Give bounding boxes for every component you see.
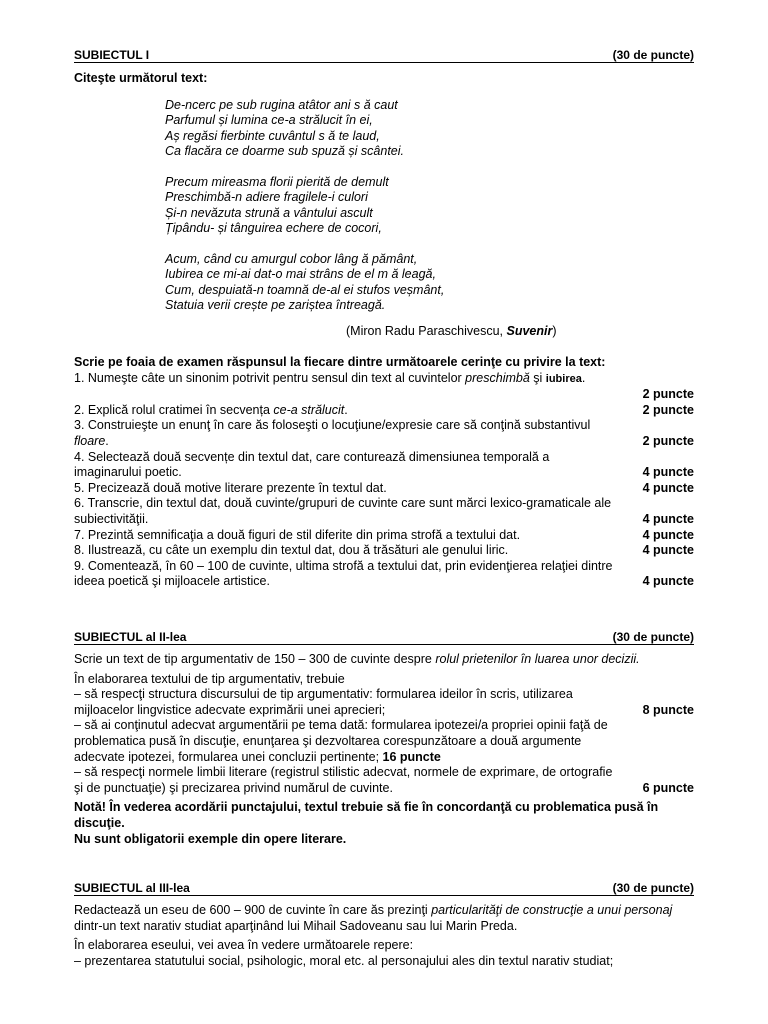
question-4-points: 4 puncte bbox=[642, 465, 694, 480]
poem bbox=[165, 98, 444, 329]
question-1-word-2: iubirea bbox=[545, 372, 582, 385]
section-3-body bbox=[74, 903, 696, 969]
question-1-conjunction: şi bbox=[529, 370, 546, 385]
question-7 bbox=[74, 528, 696, 544]
question-2 bbox=[74, 403, 696, 419]
question-6-points: 4 puncte bbox=[642, 511, 694, 526]
question-9-text: 9. Comentează, în 60 – 100 de cuvinte, ultima strofă a textului dat, prin evidenţierea relaţiei dintre bbox=[74, 558, 613, 573]
author-name: (Miron Radu Paraschivescu, bbox=[346, 324, 507, 338]
poem-line: Ca flacăra ce doarme sub spuză și scântei. bbox=[165, 144, 405, 159]
criterion-3-text: – să respecţi normele limbii literare (registrul stilistic adecvat, normele de exprimare, de ortografie bbox=[74, 765, 613, 780]
question-3-word: floare bbox=[74, 433, 106, 448]
criterion-3-text-cont: şi de punctuaţie) şi precizarea privind numărul de cuvinte. bbox=[74, 780, 393, 795]
poem-line: Statuia verii crește pe zariștea întreagă. bbox=[165, 298, 386, 313]
poem-line: Parfumul și lumina ce-a strălucit în ei, bbox=[165, 113, 373, 128]
question-3 bbox=[74, 418, 696, 449]
poem-line: Acum, când cu amurgul cobor lâng ă pământ, bbox=[165, 252, 418, 267]
note-examples: Nu sunt obligatorii exemple din opere literare. bbox=[74, 831, 347, 846]
question-3-points: 2 puncte bbox=[642, 433, 694, 448]
question-4-text: 4. Selectează două secvențe din textul dat, care conturează dimensiunea temporală a bbox=[74, 449, 550, 464]
section-1-points: (30 de puncte) bbox=[612, 48, 694, 62]
question-5 bbox=[74, 481, 696, 497]
poem-stanza-3 bbox=[165, 252, 444, 314]
question-1-word-1: preschimbă bbox=[465, 370, 530, 385]
question-6-text-cont: subiectivităţii. bbox=[74, 511, 149, 526]
section-1-title: SUBIECTUL I bbox=[74, 48, 150, 62]
question-2-points: 2 puncte bbox=[642, 402, 694, 417]
essay-3-prompt-text: Redactează un eseu de 600 – 900 de cuvinte în care ăs prezinţi bbox=[74, 903, 432, 917]
poem-line: Precum mireasma florii pierită de demult bbox=[165, 175, 389, 190]
question-2-text: 2. Explică rolul cratimei în secvența bbox=[74, 402, 274, 417]
read-instruction: Citeşte următorul text: bbox=[74, 71, 208, 85]
essay-3-lead: În elaborarea eseului, vei avea în vedere următoarele repere: bbox=[74, 938, 414, 953]
question-4-text-cont: imaginarului poetic. bbox=[74, 465, 182, 480]
question-8-text: 8. Ilustrează, cu câte un exemplu din textul dat, dou ă trăsături ale genului liric. bbox=[74, 543, 509, 558]
essay-3-criterion-1: – prezentarea statutului social, psihologic, moral etc. al personajului ales din textul narativ studiat; bbox=[74, 953, 614, 968]
essay-prompt-text: Scrie un text de tip argumentativ de 150 – 300 de cuvinte despre bbox=[74, 652, 436, 666]
criteria-lead: În elaborarea textului de tip argumentativ, trebuie bbox=[74, 671, 345, 686]
poem-line: Preschimbă-n adiere fragilele-i culori bbox=[165, 190, 368, 205]
question-9-text-cont: ideea poetică şi mijloacele artistice. bbox=[74, 574, 270, 589]
poem-line: Iubirea ce mi-ai dat-o mai strâns de el m ă leagă, bbox=[165, 267, 436, 282]
attribution-close: ) bbox=[552, 324, 557, 338]
poem-line: Cum, despuiată-n toamnă de-al ei stufos veșmânt, bbox=[165, 282, 445, 297]
criterion-1-text: – să respecţi structura discursului de tip argumentativ: formularea ideilor în scris, utilizarea bbox=[74, 687, 573, 702]
question-1-text: 1. Numeşte câte un sinonim potrivit pentru sensul din text al cuvintelor bbox=[74, 370, 466, 385]
section-2-points: (30 de puncte) bbox=[612, 630, 694, 644]
section-2-header bbox=[74, 630, 694, 645]
question-6-text: 6. Transcrie, din textul dat, două cuvinte/grupuri de cuvinte care sunt mărci lexico-gramaticale ale bbox=[74, 496, 612, 511]
section-1-header bbox=[74, 48, 694, 63]
question-7-points: 4 puncte bbox=[642, 527, 694, 542]
work-title: Suvenir bbox=[506, 324, 553, 338]
criterion-2-text-cont: problematica pusă în discuţie, enunţarea şi dezvoltarea corespunzătoare a două argumente bbox=[74, 733, 582, 748]
poem-stanza-1 bbox=[165, 98, 444, 160]
question-3-text: 3. Construieşte un enunţ în care ăs foloseşti o locuţiune/expresie care să conţină substantivul bbox=[74, 418, 591, 433]
poem-stanza-2 bbox=[165, 175, 444, 237]
question-5-points: 4 puncte bbox=[642, 480, 694, 495]
criterion-2 bbox=[74, 718, 696, 765]
criterion-3-points: 6 puncte bbox=[642, 780, 694, 795]
section-3-header bbox=[74, 881, 694, 896]
question-9-points: 4 puncte bbox=[642, 574, 694, 589]
question-3-end: . bbox=[105, 433, 109, 448]
essay-3-topic: particularităţi de construcţie a unui personaj bbox=[431, 903, 673, 917]
question-2-quote: ce-a strălucit bbox=[273, 402, 345, 417]
requirements-intro: Scrie pe foaia de examen răspunsul la fiecare dintre următoarele cerinţe cu privire la text: bbox=[74, 355, 606, 369]
poem-line: Țipându- și tânguirea echere de cocori, bbox=[165, 221, 382, 236]
question-9 bbox=[74, 559, 696, 590]
criterion-1-points: 8 puncte bbox=[642, 702, 694, 717]
criterion-1 bbox=[74, 687, 696, 718]
section-2-body bbox=[74, 652, 696, 847]
essay-3-prompt bbox=[74, 903, 696, 934]
criterion-2-text-end: adecvate ipotezei, formularea unei concluzii pertinente; bbox=[74, 749, 383, 764]
note: Notă! În vederea acordării punctajului, textul trebuie să fie în concordanţă cu problematica pusă în discuţie. bbox=[74, 800, 659, 830]
section-3-title: SUBIECTUL al III-lea bbox=[74, 881, 190, 895]
question-7-text: 7. Prezintă semnificaţia a două figuri de stil diferite din prima strofă a textului dat. bbox=[74, 527, 521, 542]
question-1 bbox=[74, 371, 696, 403]
question-1-end: . bbox=[581, 370, 586, 385]
criterion-1-text-cont: mijloacelor lingvistice adecvate exprimării unei aprecieri; bbox=[74, 702, 386, 717]
essay-topic: rolul prietenilor în luarea unor decizii. bbox=[435, 652, 640, 666]
question-2-end: . bbox=[344, 402, 348, 417]
criterion-3 bbox=[74, 765, 696, 796]
requirements-list bbox=[74, 355, 696, 590]
essay-prompt bbox=[74, 652, 696, 668]
question-1-points: 2 puncte bbox=[642, 387, 694, 402]
question-4 bbox=[74, 450, 696, 481]
question-6 bbox=[74, 496, 696, 527]
poem-line: Aș regăsi fierbinte cuvântul s ă te laud, bbox=[165, 128, 380, 143]
question-8-points: 4 puncte bbox=[642, 543, 694, 558]
criterion-2-points: 16 puncte bbox=[382, 749, 441, 764]
poem-line: De-ncerc pe sub rugina atâtor ani s ă caut bbox=[165, 98, 398, 112]
section-3-points: (30 de puncte) bbox=[612, 881, 694, 895]
poem-line: Și-n nevăzuta strună a vântului ascult bbox=[165, 205, 373, 220]
poem-attribution bbox=[346, 324, 557, 340]
question-5-text: 5. Precizează două motive literare prezente în textul dat. bbox=[74, 480, 387, 495]
section-2-title: SUBIECTUL al II-lea bbox=[74, 630, 187, 644]
criterion-2-text: – să ai conţinutul adecvat argumentării pe tema dată: formularea ipotezei/a propriei opinii faţă de bbox=[74, 718, 608, 733]
essay-3-prompt-end: dintr-un text narativ studiat aparţinând lui Mihail Sadoveanu sau lui Marin Preda. bbox=[74, 918, 518, 933]
question-8 bbox=[74, 543, 696, 559]
